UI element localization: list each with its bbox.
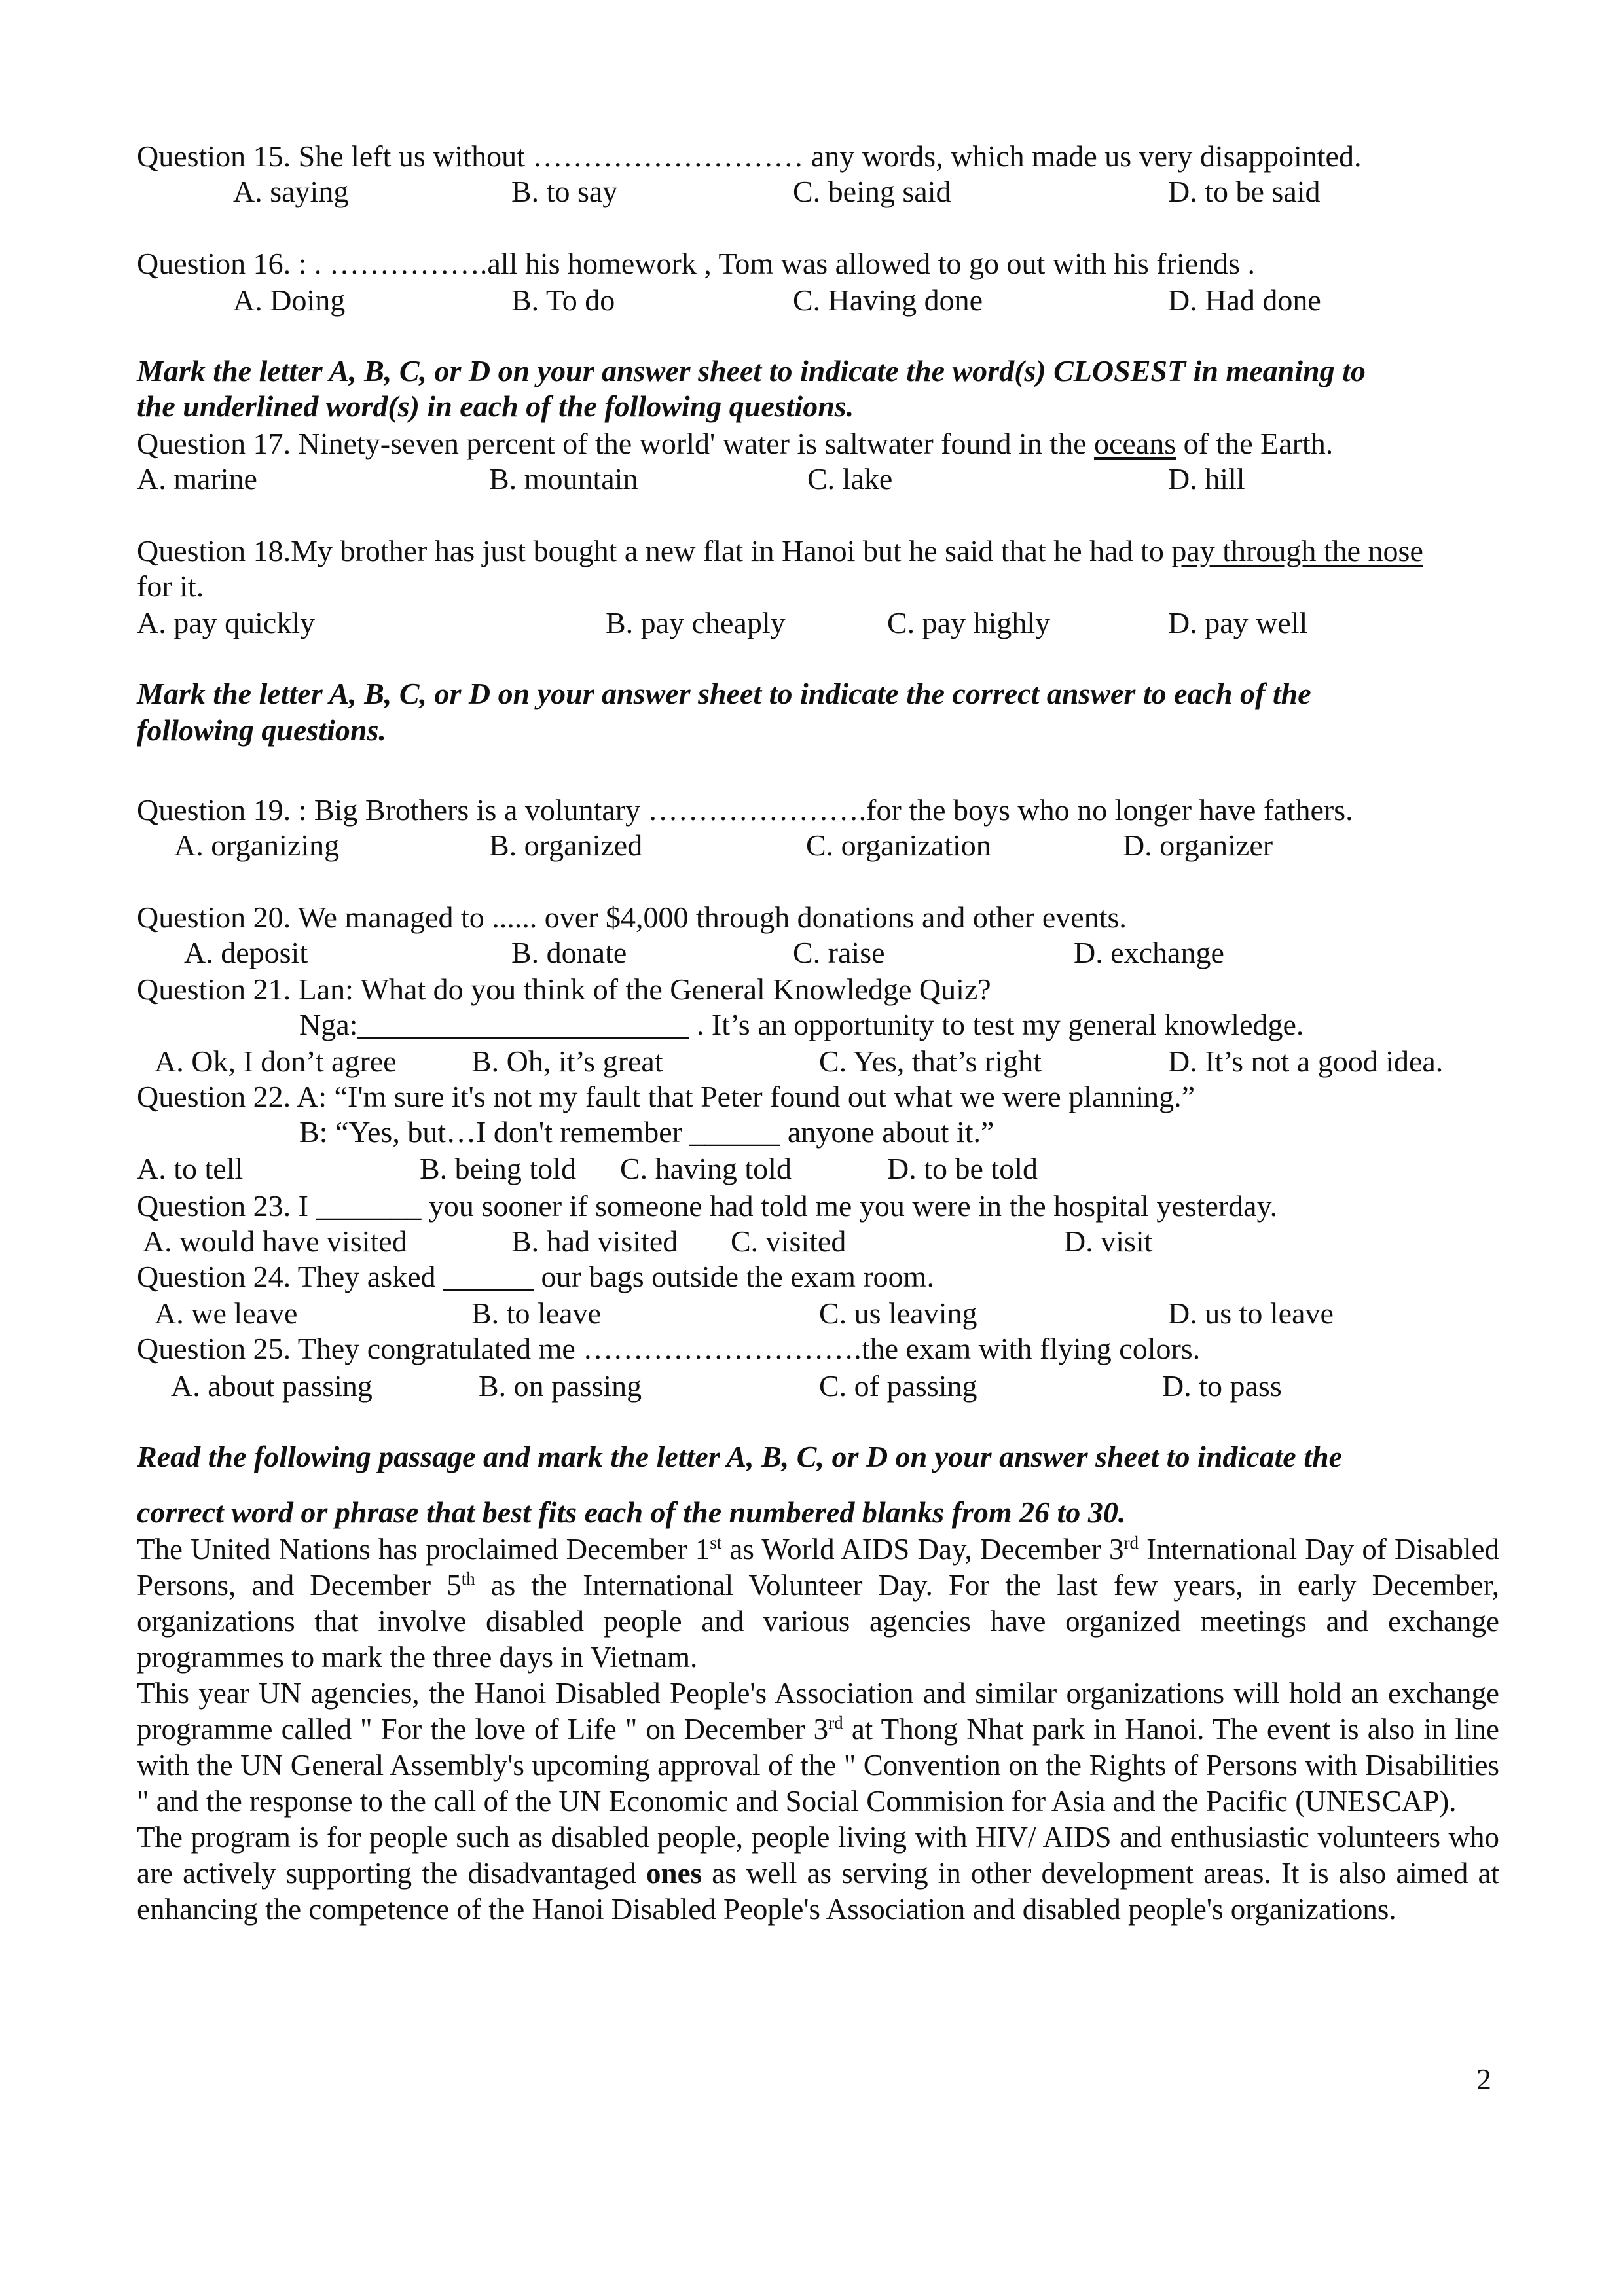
passage-paragraph <box>137 1676 1499 1820</box>
question-text <box>137 792 1353 828</box>
answer-option <box>1168 1043 1443 1079</box>
text-segment: B. to leave <box>471 1297 601 1330</box>
text-segment: Question 23. I _______ you sooner if someone had told me you were in the hospital yesterday. <box>137 1189 1278 1223</box>
text-segment: A. to tell <box>137 1152 244 1185</box>
text-segment: D. exchange <box>1074 936 1224 969</box>
text-segment: C. of passing <box>819 1369 977 1403</box>
answer-option <box>184 935 308 971</box>
answer-option <box>233 282 345 318</box>
question-text <box>299 1007 1304 1043</box>
text-segment: D. Had done <box>1168 283 1321 317</box>
text-segment: D. pay well <box>1168 606 1308 639</box>
passage-paragraph <box>137 1532 1499 1676</box>
answer-option <box>793 282 983 318</box>
text-segment: B. mountain <box>489 462 638 495</box>
question-text <box>137 1331 1200 1367</box>
text-segment: Question 19. : Big Brothers is a voluntary ………………….for the boys who no longer have fathers. <box>137 793 1353 827</box>
question-text <box>137 568 204 604</box>
text-segment: correct word or phrase that best fits each of the numbered blanks from 26 to 30. <box>137 1496 1126 1529</box>
text-segment: the underlined word(s) in each of the following questions. <box>137 389 854 423</box>
text-segment: Read the following passage and mark the letter A, B, C, or D on your answer sheet to indicate the <box>137 1440 1342 1473</box>
ordinal-suffix: rd <box>1123 1533 1139 1552</box>
answer-option <box>471 1295 601 1331</box>
text-segment: at Thong Nhat park in Hanoi. The event is also in line with the UN General Assembly's upcoming approval of the " Convention on the Rights of Persons with Disabilities " and the response to the call of the UN Economic and Social Commision for Asia and the Pacific (UNESCAP). <box>137 1713 1499 1818</box>
text-segment: B. To do <box>511 283 615 317</box>
answer-option <box>620 1151 792 1187</box>
answer-option <box>887 1151 1038 1187</box>
text-segment: Question 22. A: “I'm sure it's not my fault that Peter found out what we were planning.” <box>137 1080 1195 1113</box>
text-segment: B. pay cheaply <box>606 606 786 639</box>
answer-option <box>806 827 991 863</box>
text-segment: B. being told <box>420 1152 576 1185</box>
page-number: 2 <box>1476 2062 1491 2096</box>
answer-option <box>489 827 642 863</box>
answer-option <box>1168 1295 1334 1331</box>
answer-option <box>887 605 1050 641</box>
text-segment: B. on passing <box>479 1369 642 1403</box>
text-segment: as World AIDS Day, December 3 <box>721 1533 1124 1566</box>
ordinal-suffix: th <box>461 1569 475 1588</box>
answer-option <box>174 827 339 863</box>
text-segment: C. having told <box>620 1152 792 1185</box>
text-segment: for it. <box>137 569 204 603</box>
text-segment: B. to say <box>511 175 618 208</box>
answer-option <box>606 605 786 641</box>
answer-option <box>171 1368 373 1404</box>
text-segment: D. to be said <box>1168 175 1321 208</box>
text-segment: A. deposit <box>184 936 308 969</box>
text-segment: as the International Volunteer Day. For the last few years, in early December, organizations that involve disabled people and various agencies have organized meetings and exchange programmes to mark the three days in Vietnam. <box>137 1569 1499 1674</box>
answer-option <box>479 1368 642 1404</box>
text-segment: D. organizer <box>1123 829 1273 862</box>
answer-option <box>793 173 951 209</box>
text-segment: Question 16. : . …………….all his homework , Tom was allowed to go out with his friends . <box>137 247 1256 280</box>
text-segment: A. we leave <box>155 1297 298 1330</box>
instruction-text <box>137 1494 1125 1530</box>
answer-option <box>511 282 615 318</box>
answer-option <box>471 1043 663 1079</box>
answer-option <box>819 1295 977 1331</box>
text-segment: following questions. <box>137 713 386 747</box>
text-segment: A. Ok, I don’t agree <box>155 1045 397 1078</box>
answer-option <box>1123 827 1273 863</box>
question-text <box>137 1188 1277 1224</box>
text-segment: The program is for people such as disabled people, people living with HIV/ AIDS and enthusiastic volunteers who are actively supporting the disadvantaged <box>137 1821 1499 1890</box>
answer-option <box>1064 1223 1152 1259</box>
reading-passage <box>137 1532 1499 1928</box>
text-segment: A. about passing <box>171 1369 373 1403</box>
question-text <box>137 138 1361 174</box>
question-text <box>137 533 1423 569</box>
bold-word: ones <box>646 1857 702 1890</box>
answer-option <box>511 173 617 209</box>
text-segment: International Day of Disabled Persons, and December 5 <box>137 1533 1499 1602</box>
ordinal-suffix: st <box>710 1533 722 1552</box>
text-segment: B. Oh, it’s great <box>471 1045 663 1078</box>
answer-option <box>511 1223 678 1259</box>
text-segment: B. organized <box>489 829 643 862</box>
text-segment: C. being said <box>793 175 951 208</box>
answer-option <box>1168 173 1321 209</box>
text-segment: Nga:______________________ . It’s an opportunity to test my general knowledge. <box>299 1008 1304 1041</box>
answer-option <box>1168 605 1307 641</box>
text-segment: A. marine <box>137 462 257 495</box>
text-segment: D. us to leave <box>1168 1297 1334 1330</box>
answer-option <box>1168 461 1245 497</box>
question-text <box>299 1114 994 1150</box>
answer-option <box>137 1151 243 1187</box>
text-segment: D. to be told <box>887 1152 1038 1185</box>
text-segment: D. hill <box>1168 462 1245 495</box>
answer-option <box>1074 935 1224 971</box>
text-segment: A. Doing <box>233 283 346 317</box>
question-text <box>137 1079 1195 1115</box>
instruction-text <box>137 388 854 424</box>
text-segment: C. organization <box>806 829 991 862</box>
answer-option <box>137 605 315 641</box>
answer-option <box>420 1151 576 1187</box>
text-segment: Question 25. They congratulated me ……………………….the exam with flying colors. <box>137 1332 1201 1365</box>
text-segment: Question 18.My brother has just bought a new flat in Hanoi but he said that he had to <box>137 534 1172 567</box>
text-segment: Question 17. Ninety-seven percent of the world' water is saltwater found in the <box>137 427 1094 460</box>
text-segment: C. lake <box>807 462 893 495</box>
question-text <box>137 425 1333 461</box>
answer-option <box>489 461 638 497</box>
answer-option <box>233 173 348 209</box>
text-segment: Mark the letter A, B, C, or D on your answer sheet to indicate the correct answer to each of the <box>137 677 1311 710</box>
instruction-text <box>137 675 1311 711</box>
text-segment: This year UN agencies, the Hanoi Disabled People's Association and similar organizations will hold an exchange programme called " For the love of Life " on December 3 <box>137 1677 1499 1746</box>
instruction-text <box>137 353 1366 389</box>
answer-option <box>793 935 885 971</box>
text-segment: C. raise <box>793 936 885 969</box>
text-segment: D. It’s not a good idea. <box>1168 1045 1444 1078</box>
text-segment: The United Nations has proclaimed December 1 <box>137 1533 710 1566</box>
answer-option <box>819 1368 977 1404</box>
text-segment: B. donate <box>511 936 627 969</box>
answer-option <box>731 1223 846 1259</box>
answer-option <box>807 461 892 497</box>
answer-option <box>819 1043 1042 1079</box>
passage-paragraph <box>137 1820 1499 1928</box>
text-segment: B: “Yes, but…I don't remember ______ anyone about it.” <box>299 1115 994 1149</box>
text-segment: as well as serving in other development areas. It is also aimed at enhancing the competence of the Hanoi Disabled People's Association and disabled people's organizations. <box>137 1857 1499 1926</box>
text-segment: C. visited <box>731 1225 847 1258</box>
question-text <box>137 899 1127 935</box>
answer-option <box>155 1295 297 1331</box>
answer-option <box>1162 1368 1282 1404</box>
text-segment: Question 20. We managed to ...... over $4,000 through donations and other events. <box>137 901 1127 934</box>
text-segment: Question 21. Lan: What do you think of the General Knowledge Quiz? <box>137 973 991 1006</box>
text-segment: Mark the letter A, B, C, or D on your answer sheet to indicate the word(s) CLOSEST in meaning to <box>137 354 1366 387</box>
text-segment: Question 15. She left us without ……………………… any words, which made us very disappointed. <box>137 139 1362 173</box>
text-segment: C. Having done <box>793 283 983 317</box>
underlined-phrase: pay through the nose <box>1171 534 1423 567</box>
answer-option <box>1168 282 1321 318</box>
text-segment: A. would have visited <box>143 1225 407 1258</box>
answer-option <box>137 461 257 497</box>
text-segment: C. us leaving <box>819 1297 977 1330</box>
question-text <box>137 245 1255 281</box>
answer-option <box>511 935 627 971</box>
text-segment: A. pay quickly <box>137 606 316 639</box>
question-text <box>137 1259 934 1295</box>
question-text <box>137 971 991 1007</box>
underlined-phrase: oceans <box>1093 427 1176 460</box>
text-segment: D. to pass <box>1162 1369 1282 1403</box>
instruction-text <box>137 1439 1342 1475</box>
text-segment: C. Yes, that’s right <box>819 1045 1042 1078</box>
answer-option <box>143 1223 407 1259</box>
instruction-text <box>137 712 386 748</box>
text-segment: Question 24. They asked ______ our bags outside the exam room. <box>137 1260 934 1293</box>
text-segment: of the Earth. <box>1176 427 1334 460</box>
text-segment: A. organizing <box>174 829 340 862</box>
ordinal-suffix: rd <box>828 1713 843 1732</box>
text-segment: A. saying <box>233 175 349 208</box>
text-segment: C. pay highly <box>887 606 1051 639</box>
text-segment: D. visit <box>1064 1225 1153 1258</box>
answer-option <box>155 1043 397 1079</box>
text-segment: B. had visited <box>511 1225 678 1258</box>
